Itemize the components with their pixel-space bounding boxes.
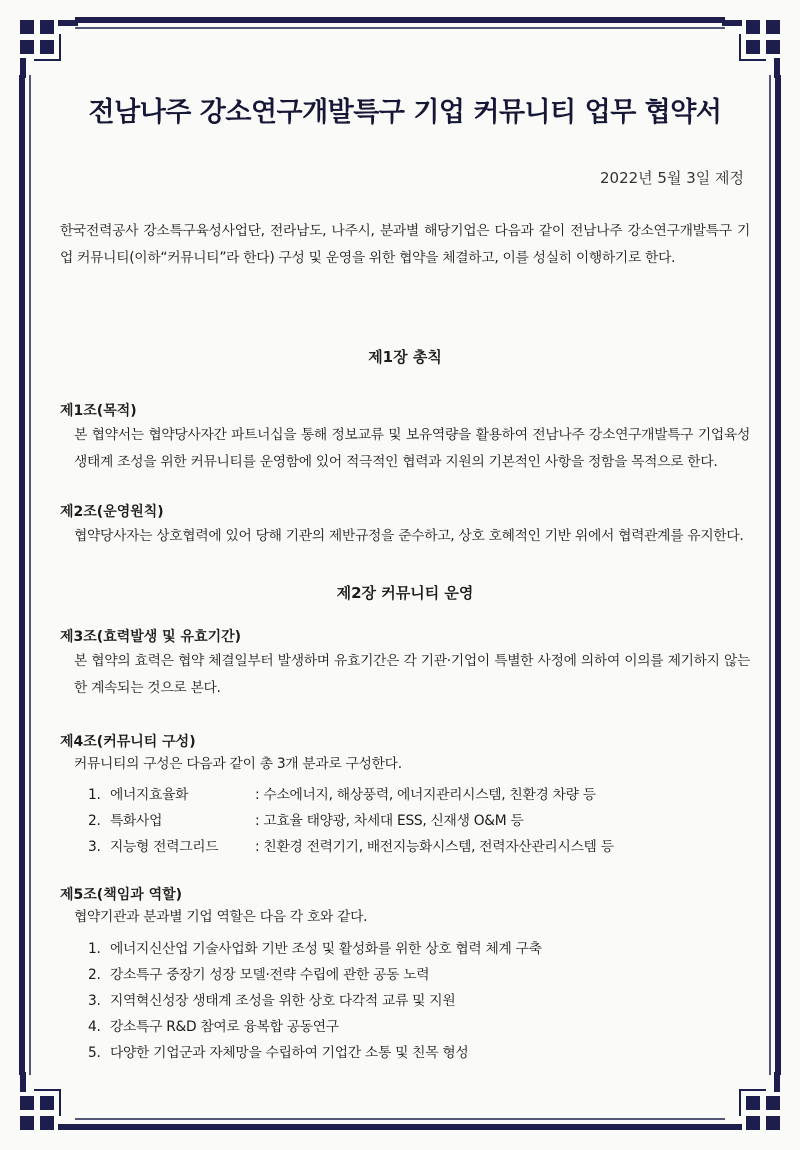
item-text: 강소특구 중장기 성장 모델·전략 수립에 관한 공동 노력 (110, 967, 430, 983)
item-number: 3. (88, 993, 101, 1009)
item-number: 5. (88, 1045, 101, 1061)
document-title: 전남나주 강소연구개발특구 기업 커뮤니티 업무 협약서 (88, 97, 722, 128)
article2-body: 협약당사자는 상호협력에 있어 당해 기관의 제반규정을 준수하고, 상호 호혜적인 기반 위에서 협력관계를 유지한다. (74, 528, 744, 544)
item-desc: : 고효율 태양광, 차세대 ESS, 신재생 O&M 등 (255, 813, 524, 829)
document-date: 2022년 5월 3일 제정 (599, 169, 744, 187)
role-item (88, 937, 542, 957)
item-number: 3. (88, 839, 101, 855)
item-text: 강소특구 R&D 참여로 융복합 공동연구 (110, 1019, 339, 1035)
item-number: 1. (88, 941, 101, 957)
article5-heading: 제5조(책임과 역할) (60, 887, 183, 903)
item-number: 1. (88, 787, 101, 803)
article4-heading: 제4조(커뮤니티 구성) (60, 734, 196, 750)
article3-body: 본 협약의 효력은 협약 체결일부터 발생하며 유효기간은 각 기관·기업이 특별한 사정에 의하여 이의를 제기하지 않는 한 계속되는 것으로 본다. (74, 653, 750, 696)
item-desc: : 친환경 전력기기, 배전지능화시스템, 전력자산관리시스템 등 (255, 839, 614, 855)
item-desc: : 수소에너지, 해상풍력, 에너지관리시스템, 친환경 차량 등 (255, 787, 596, 803)
chapter1-title: 제1장 총칙 (368, 348, 442, 366)
chapter2-title: 제2장 커뮤니티 운영 (336, 584, 474, 602)
article3-heading: 제3조(효력발생 및 유효기간) (60, 629, 242, 645)
corner-ornament-bottom-right (722, 1072, 780, 1130)
corner-ornament-top-left (20, 20, 78, 78)
item-name: 지능형 전력그리드 (110, 839, 219, 855)
corner-ornament-top-right (722, 20, 780, 78)
item-number: 2. (88, 813, 101, 829)
item-number: 2. (88, 967, 101, 983)
item-name: 에너지효율화 (110, 787, 189, 803)
article1-heading: 제1조(목적) (60, 403, 137, 419)
article5-body: 협약기관과 분과별 기업 역할은 다음 각 호와 같다. (74, 909, 368, 925)
composition-item (88, 783, 596, 803)
role-item (88, 1015, 339, 1035)
intro-paragraph: 한국전력공사 강소특구육성사업단, 전라남도, 나주시, 분과별 해당기업은 다음과 같이 전남나주 강소연구개발특구 기업 커뮤니티(이하“커뮤니티”라 한다) 구성 및 운영을 위한 협약을 체결하고, 이를 성실히 이행하기로 한다. (60, 223, 750, 266)
article4-body: 커뮤니티의 구성은 다음과 같이 총 3개 분과로 구성한다. (74, 756, 402, 772)
corner-ornament-bottom-left (20, 1072, 78, 1130)
item-name: 특화사업 (110, 813, 163, 829)
article2-heading: 제2조(운영원칙) (60, 504, 164, 520)
composition-item (88, 835, 614, 855)
article1-body: 본 협약서는 협약당사자간 파트너십을 통해 정보교류 및 보유역량을 활용하여 전남나주 강소연구개발특구 기업육성 생태계 조성을 위한 커뮤니티를 운영함에 있어 적극적인 협력과 지원의 기본적인 사항을 정함을 목적으로 한다. (74, 427, 750, 470)
item-text: 다양한 기업군과 자체망을 수립하여 기업간 소통 및 친목 형성 (110, 1045, 469, 1061)
role-item (88, 963, 429, 983)
composition-item (88, 809, 523, 829)
item-text: 에너지신산업 기술사업화 기반 조성 및 활성화를 위한 상호 협력 체계 구축 (110, 941, 542, 957)
item-number: 4. (88, 1019, 101, 1035)
role-item (88, 1041, 468, 1061)
role-item (88, 989, 455, 1009)
item-text: 지역혁신성장 생태계 조성을 위한 상호 다각적 교류 및 지원 (110, 993, 456, 1009)
